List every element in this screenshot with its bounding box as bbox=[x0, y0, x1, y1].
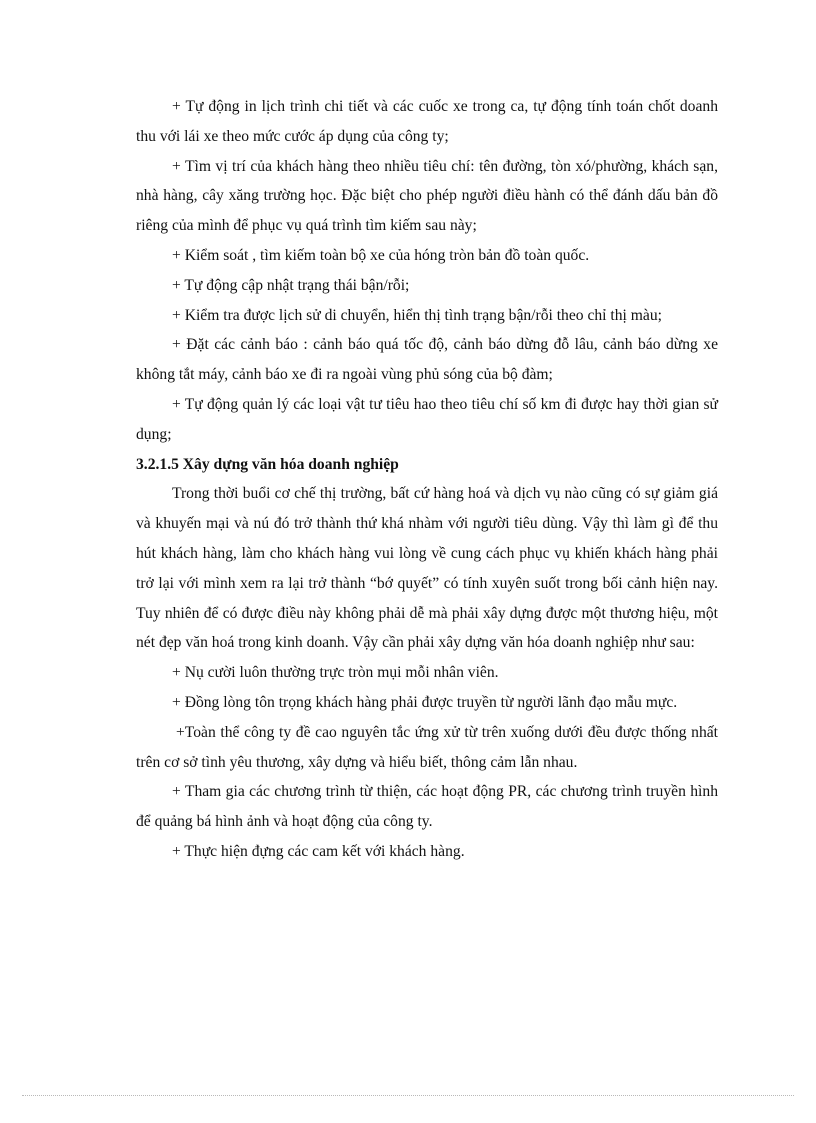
bullet-movement-history: + Kiểm tra được lịch sử di chuyển, hiển thị tình trạng bận/rỗi theo chỉ thị màu; bbox=[172, 306, 662, 324]
bullet-charity-pr: + Tham gia các chương trình từ thiện, các hoạt động PR, các chương trình truyền hình để quảng bá hình ảnh và hoạt động của công ty. bbox=[136, 783, 718, 831]
bullet-smile: + Nụ cười luôn thường trực tròn mụi mỗi nhân viên. bbox=[172, 664, 499, 682]
section-heading: 3.2.1.5 Xây dựng văn hóa doanh nghiệp bbox=[136, 455, 399, 473]
bullet-auto-print-schedule: + Tự động in lịch trình chi tiết và các cuốc xe trong ca, tự động tính toán chốt doanh thu với lái xe theo mức cước áp dụng của công ty; bbox=[136, 98, 718, 145]
bullet-manage-consumables: + Tự động quản lý các loại vật tư tiêu hao theo tiêu chí số km đi được hay thời gian sử dụng; bbox=[136, 395, 718, 443]
intro-paragraph: Trong thời buổi cơ chế thị trường, bất cứ hàng hoá và dịch vụ nào cũng có sự giảm giá và khuyến mại và nú đó trở thành thứ khá nhàm với người tiêu dùng. Vậy thì làm gì để thu hút khách hàng, làm cho khách hàng vui lòng về cung cách phục vụ khiến khách hàng phải trở lại với mình xem ra lại trở thành “bớ quyết” có tính xuyên suốt trong bối cảnh hiện nay. Tuy nhiên để có được điều này không phải dễ mà phải xây dựng được một thương hiệu, một nét đẹp văn hoá trong kinh doanh. Vậy cần phải xây dựng văn hóa doanh nghiệp như sau: bbox=[136, 485, 718, 652]
bullet-respect-customers: + Đồng lòng tôn trọng khách hàng phải được truyền từ người lãnh đạo mẫu mực. bbox=[172, 693, 678, 711]
bullet-commitments: + Thực hiện đựng các cam kết với khách hàng. bbox=[172, 842, 465, 860]
page-bottom-divider bbox=[22, 1095, 794, 1096]
bullet-auto-update-status: + Tự động cập nhật trạng thái bận/rỗi; bbox=[172, 276, 410, 294]
bullet-conduct-principles: +Toàn thể công ty đề cao nguyên tắc ứng xử từ trên xuống dưới đều được thống nhất trên cơ sở tình yêu thương, xây dựng và hiểu biết, thông cảm lẫn nhau. bbox=[136, 723, 718, 771]
bullet-control-fleet: + Kiểm soát , tìm kiếm toàn bộ xe của hóng tròn bản đồ toàn quốc. bbox=[172, 246, 590, 264]
document-page bbox=[136, 92, 718, 867]
bullet-find-customer-location: + Tìm vị trí của khách hàng theo nhiều tiêu chí: tên đường, tòn xó/phường, khách sạn, nhà hàng, cây xăng trường học. Đặc biệt cho phép người điều hành có thể đánh dấu bản đồ riêng của mình để phục vụ quá trình tìm kiếm sau này; bbox=[136, 157, 718, 235]
bullet-set-warnings: + Đặt các cảnh báo : cảnh báo quá tốc độ, cảnh báo dừng đỗ lâu, cảnh báo dừng xe không tắt máy, cảnh báo xe đi ra ngoài vùng phủ sóng của bộ đàm; bbox=[136, 336, 718, 384]
